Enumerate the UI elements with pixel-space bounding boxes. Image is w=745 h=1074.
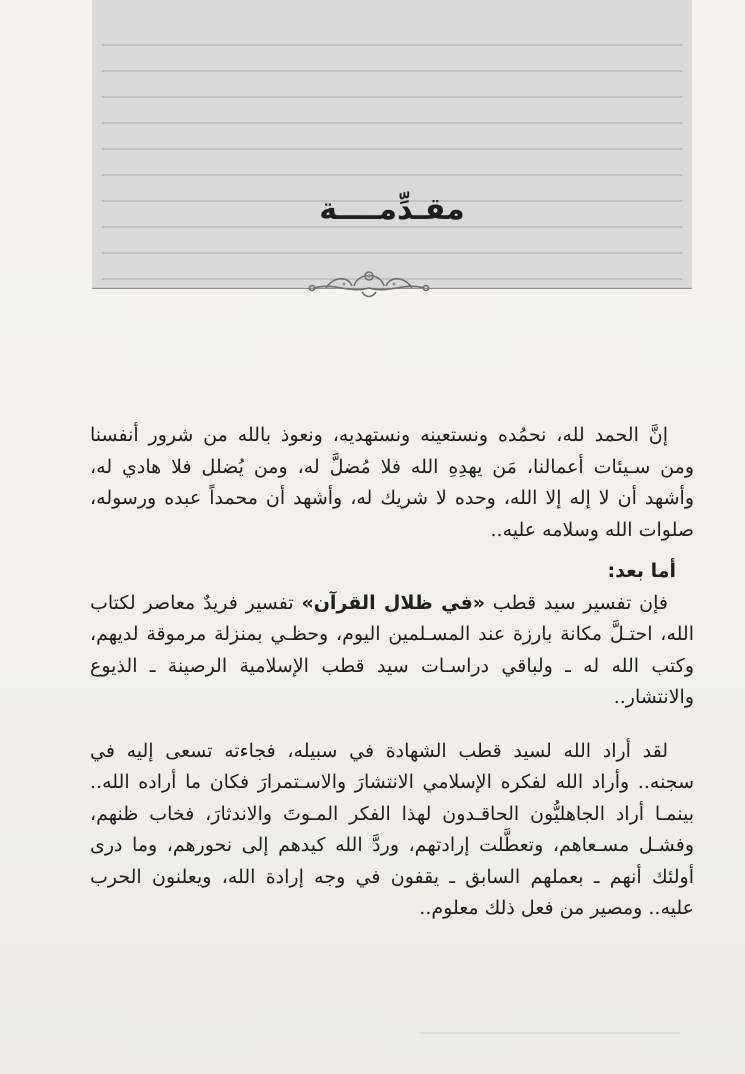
bleed-through-texture bbox=[92, 20, 692, 290]
floral-ornament-icon bbox=[304, 262, 434, 302]
paragraph-opening-praise: إنَّ الحمد لله، نحمُده ونستعينه ونستهديه، ونعوذ بالله من شرور أنفسنا ومن سـيئات أعمالنا، مَن يهدِهِ الله فلا مُضلَّ له، ومن يُضلل فلا هادي له، وأشهد أن لا إله إلا الله، وحده لا شريك له، وأشهد أن محمداً عبده ورسوله، صلوات الله وسلامه عليه.. bbox=[90, 424, 694, 541]
book-title-fi-zilal: «في ظلال القرآن» bbox=[301, 591, 486, 614]
introduction-text bbox=[90, 420, 694, 925]
paragraph-fi-zilal-start: فإن تفسير سيد قطب bbox=[485, 591, 668, 614]
subheading-amma-baad: أما بعد: bbox=[607, 560, 676, 582]
paragraph-fi-zilal-end: تفسير فريدٌ معاصر لكتاب الله، احتـلَّ مكانة بارزة عند المسـلمين اليوم، وحظـي بمنزلة مرموقة لديهم، وكتب الله له ـ ولباقي دراسـات سيد قطب الإسلامية الرصينة ـ الذيوع والانتشار.. bbox=[90, 591, 694, 708]
paragraph-martyrdom: لقد أراد الله لسيد قطب الشهادة في سبيله، فجاءته تسعى إليه في سجنه.. وأراد الله لفكره الإسلامي الانتشارَ والاسـتمرارَ فكان ما أراده الله.. بينمـا أراد الجاهليُّون الحاقـدون لهذا الفكر المـوتَ والاندثارَ، فخاب ظنهم، وفشـل مسـعاهم، وتعطَّلت إرادتهم، وردَّ الله كيدهم إلى نحورهم، وما درى أولئك أنهم ـ بعملهم السابق ـ يقفون في وجه إرادة الله، ويعلنون الحرب عليه.. ومصير من فعل ذلك معلوم.. bbox=[90, 739, 694, 919]
chapter-title: مقـدِّمــــة bbox=[319, 192, 465, 227]
paragraph-fi-zilal bbox=[90, 588, 694, 714]
bleed-through-line bbox=[420, 1032, 680, 1034]
